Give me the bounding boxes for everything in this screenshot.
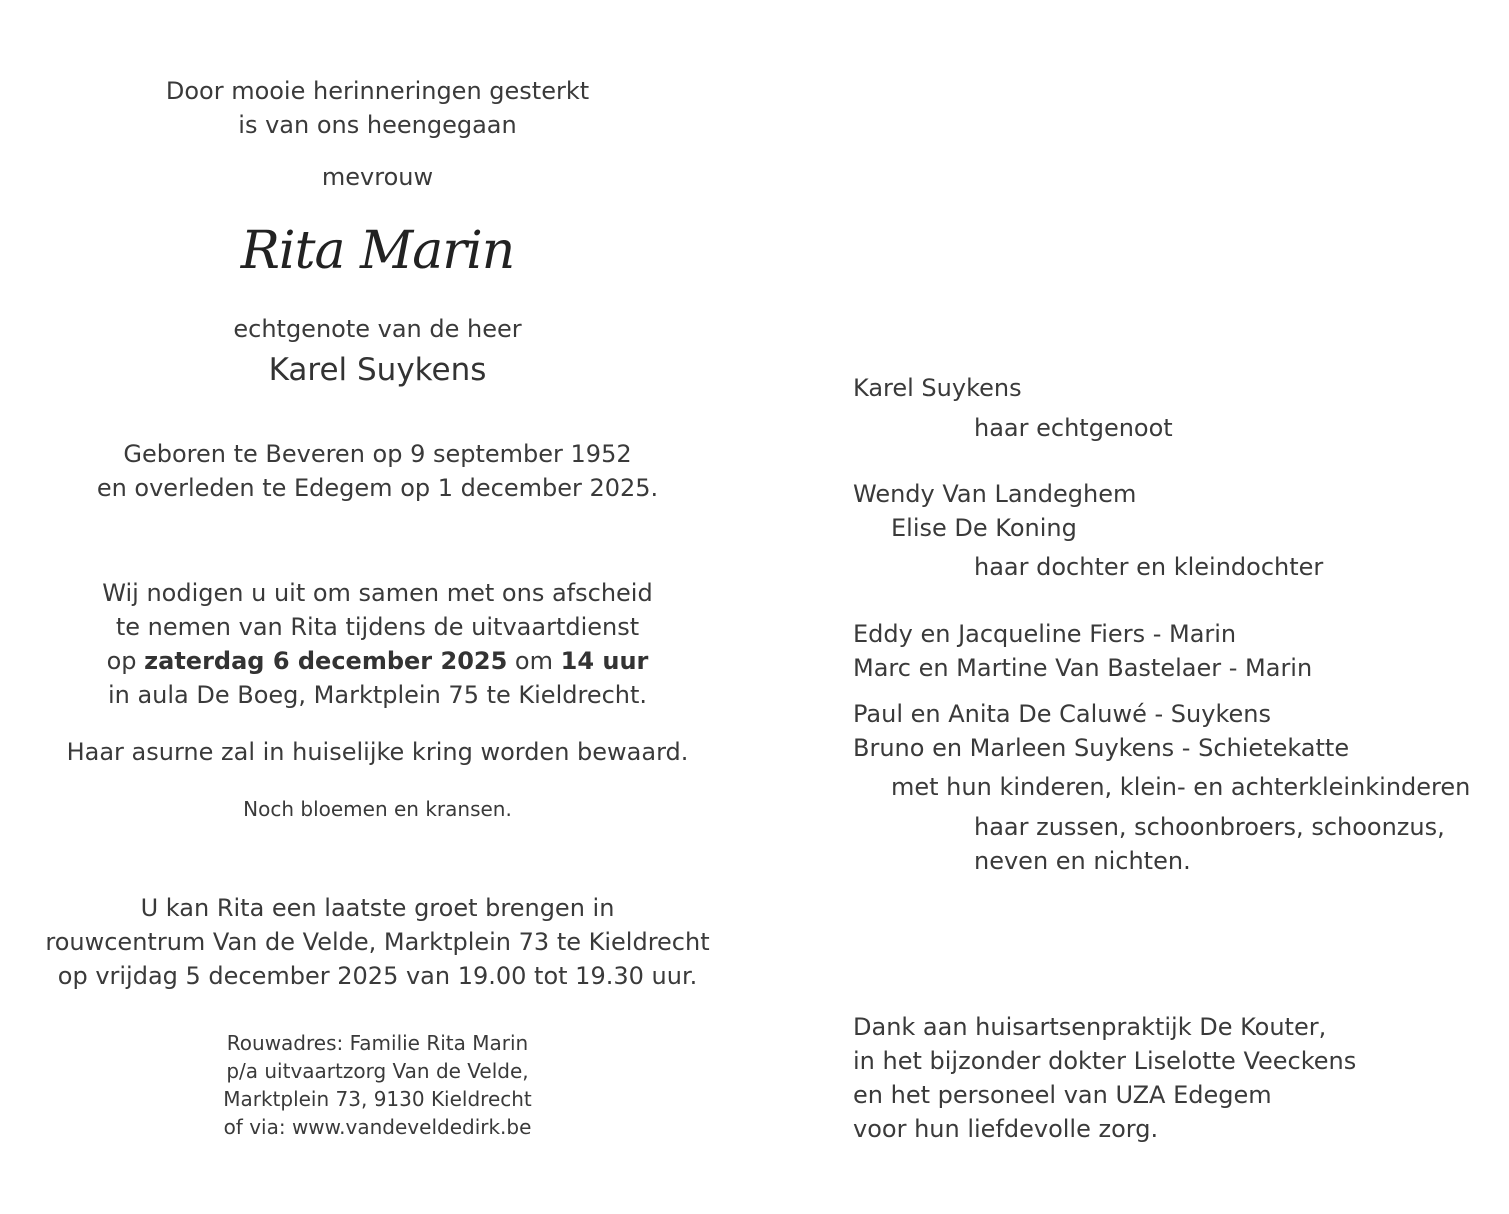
thanks-text — [853, 1010, 1356, 1146]
funeral-invitation — [20, 576, 735, 712]
address-line-4: of via: www.vandeveldedirk.be — [223, 1115, 532, 1139]
visitation-line-1: U kan Rita een laatste groet brengen in — [140, 894, 615, 922]
address-line-1: Rouwadres: Familie Rita Marin — [226, 1031, 529, 1055]
husband-name: Karel Suykens — [853, 374, 1022, 402]
invitation-op: op — [106, 647, 145, 675]
thanks-line-3: en het personeel van UZA Edegem — [853, 1081, 1272, 1109]
spouse-label: echtgenote van de heer — [233, 315, 522, 343]
birth-line: Geboren te Beveren op 9 september 1952 — [123, 440, 632, 468]
funeral-time: 14 uur — [560, 647, 649, 675]
siblings-children: met hun kinderen, klein- en achterkleinkinderen — [891, 773, 1471, 801]
daughter-role: haar dochter en kleindochter — [974, 553, 1324, 581]
urn-note: Haar asurne zal in huiselijke kring worden bewaard. — [66, 738, 689, 766]
siblings-group-2 — [853, 697, 1349, 765]
visitation-line-3: op vrijdag 5 december 2025 van 19.00 tot 19.30 uur. — [57, 962, 698, 990]
siblings-role-entry — [853, 810, 1445, 878]
invitation-line-2: te nemen van Rita tijdens de uitvaartdienst — [115, 613, 640, 641]
thanks-line-2: in het bijzonder dokter Liselotte Veeckens — [853, 1047, 1357, 1075]
siblings-line-3: Paul en Anita De Caluwé - Suykens — [853, 700, 1271, 728]
address-line-3: Marktplein 73, 9130 Kieldrecht — [223, 1087, 532, 1111]
daughter-name: Wendy Van Landeghem — [853, 480, 1137, 508]
husband-role: haar echtgenoot — [974, 414, 1173, 442]
siblings-children-entry — [853, 770, 1470, 804]
invitation-line-1: Wij nodigen u uit om samen met ons afscheid — [102, 579, 653, 607]
intro-text — [20, 74, 735, 142]
granddaughter-name: Elise De Koning — [891, 514, 1077, 542]
siblings-group-1 — [853, 617, 1312, 685]
death-line: en overleden te Edegem op 1 december 2025. — [96, 474, 659, 502]
thanks-line-1: Dank aan huisartsenpraktijk De Kouter, — [853, 1013, 1327, 1041]
visitation-text — [20, 891, 735, 993]
deceased-name: Rita Marin — [240, 221, 515, 281]
thanks-line-4: voor hun liefdevolle zorg. — [853, 1115, 1159, 1143]
daughter-role-entry — [853, 550, 1323, 584]
siblings-role-line-2: neven en nichten. — [974, 847, 1191, 875]
intro-line-2: is van ons heengegaan — [238, 111, 517, 139]
invitation-line-4: in aula De Boeg, Marktplein 75 te Kieldrecht. — [107, 681, 648, 709]
husband-role-entry — [853, 411, 1173, 445]
flowers-note: Noch bloemen en kransen. — [243, 797, 512, 821]
spouse-name: Karel Suykens — [268, 352, 487, 388]
funeral-date: zaterdag 6 december 2025 — [144, 647, 508, 675]
siblings-role-line-1: haar zussen, schoonbroers, schoonzus, — [974, 813, 1445, 841]
daughter-entry — [853, 477, 1136, 545]
husband-entry — [853, 371, 1022, 405]
title-prefix: mevrouw — [321, 163, 434, 191]
invitation-line-3 — [20, 644, 735, 678]
siblings-line-1: Eddy en Jacqueline Fiers - Marin — [853, 620, 1237, 648]
visitation-line-2: rouwcentrum Van de Velde, Marktplein 73 te Kieldrecht — [45, 928, 710, 956]
siblings-line-2: Marc en Martine Van Bastelaer - Marin — [853, 654, 1313, 682]
siblings-line-4: Bruno en Marleen Suykens - Schietekatte — [853, 734, 1350, 762]
mourning-address — [20, 1029, 735, 1141]
address-line-2: p/a uitvaartzorg Van de Velde, — [226, 1059, 529, 1083]
invitation-om: om — [507, 647, 561, 675]
birth-death-text — [20, 437, 735, 505]
intro-line-1: Door mooie herinneringen gesterkt — [165, 77, 590, 105]
